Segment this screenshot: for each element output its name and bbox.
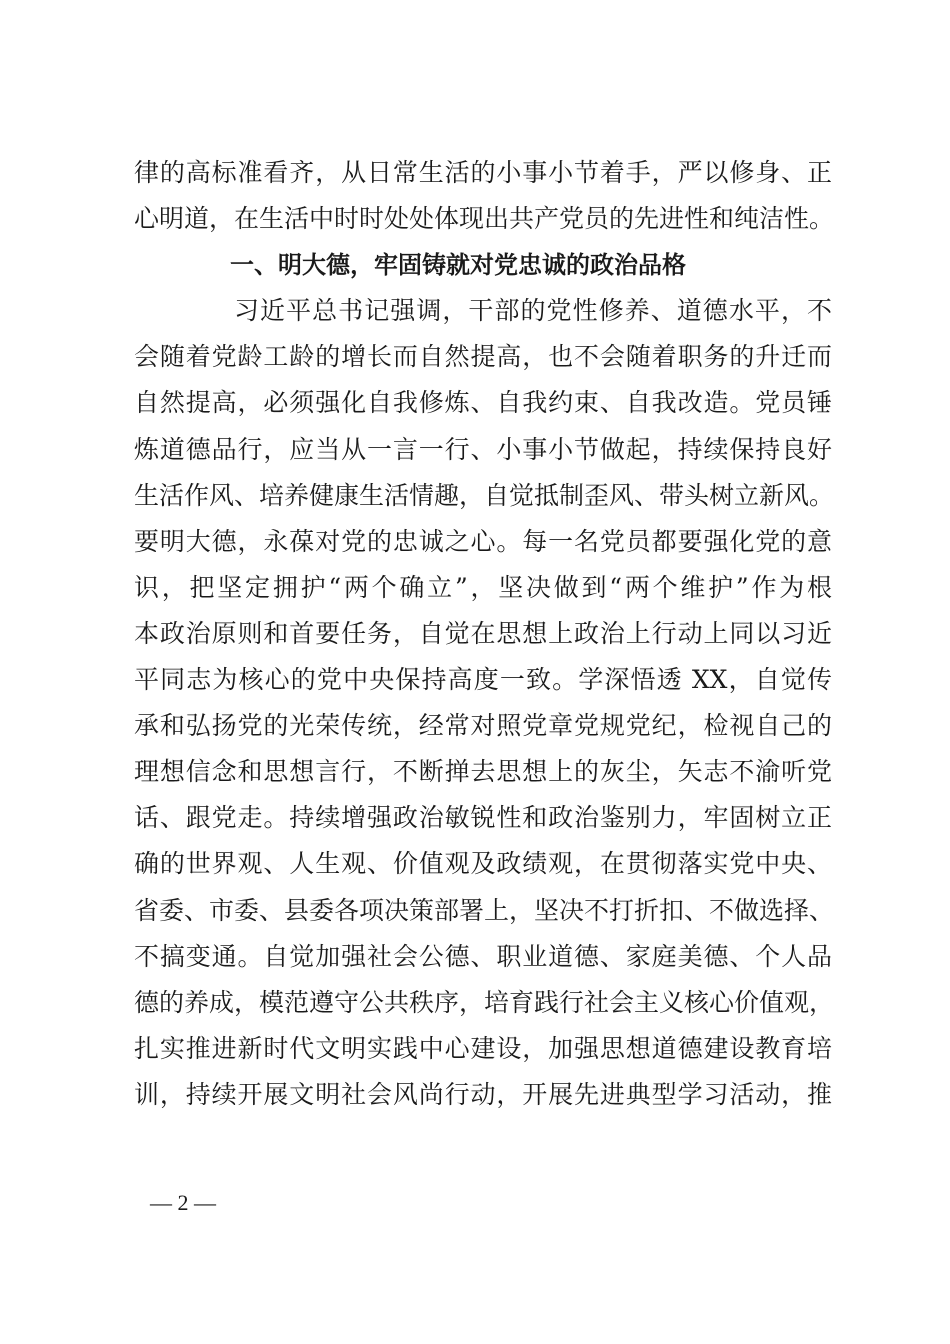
- paragraph-line: 本政治原则和首要任务，自觉在思想上政治上行动上同以习近: [134, 618, 832, 648]
- paragraph-line: 德的养成，模范遵守公共秩序，培育践行社会主义核心价值观，: [134, 987, 835, 1017]
- paragraph-line: 扎实推进新时代文明实践中心建设，加强思想道德建设教育培: [134, 1033, 832, 1063]
- paragraph-line: 要明大德，永葆对党的忠诚之心。每一名党员都要强化党的意: [134, 526, 832, 556]
- paragraph-line: 话、跟党走。持续增强政治敏锐性和政治鉴别力，牢固树立正: [134, 803, 832, 833]
- paragraph-line: 炼道德品行，应当从一言一行、小事小节做起，持续保持良好: [134, 434, 832, 464]
- paragraph-line: 训，持续开展文明社会风尚行动，开展先进典型学习活动，推: [134, 1079, 832, 1109]
- paragraph-line: 确的世界观、人生观、价值观及政绩观，在贯彻落实党中央、: [134, 849, 832, 879]
- paragraph-line: 平同志为核心的党中央保持高度一致。学深悟透 XX，自觉传: [134, 665, 832, 695]
- paragraph-line: 律的高标准看齐，从日常生活的小事小节着手，严以修身、正: [134, 158, 832, 187]
- page-number: — 2 —: [150, 1190, 216, 1215]
- paragraph-line: 省委、市委、县委各项决策部署上，坚决不打折扣、不做选择、: [134, 895, 835, 925]
- paragraph-line: 自然提高，必须强化自我修炼、自我约束、自我改造。党员锤: [134, 388, 832, 418]
- paragraph-line: 理想信念和思想言行，不断掸去思想上的灰尘，矢志不渝听党: [134, 757, 832, 787]
- paragraph-line: 生活作风、培养健康生活情趣，自觉抵制歪风、带头树立新风。: [134, 480, 835, 510]
- paragraph-first-line: 习近平总书记强调，干部的党性修养、道德水平，不: [234, 296, 832, 326]
- paragraph-line: 识，把坚定拥护“两个确立”，坚决做到“两个维护”作为根: [134, 572, 832, 602]
- body-text: [134, 150, 835, 1118]
- paragraph-line: 承和弘扬党的光荣传统，经常对照党章党规党纪，检视自己的: [134, 711, 832, 741]
- section-heading: 一、明大德，牢固铸就对党忠诚的政治品格: [230, 251, 686, 280]
- paragraph-line: 不搞变通。自觉加强社会公德、职业道德、家庭美德、个人品: [134, 941, 832, 971]
- paragraph-line: 会随着党龄工龄的增长而自然提高，也不会随着职务的升迁而: [134, 342, 832, 372]
- paragraph-line: 心明道，在生活中时时处处体现出共产党员的先进性和纯洁性。: [134, 204, 835, 234]
